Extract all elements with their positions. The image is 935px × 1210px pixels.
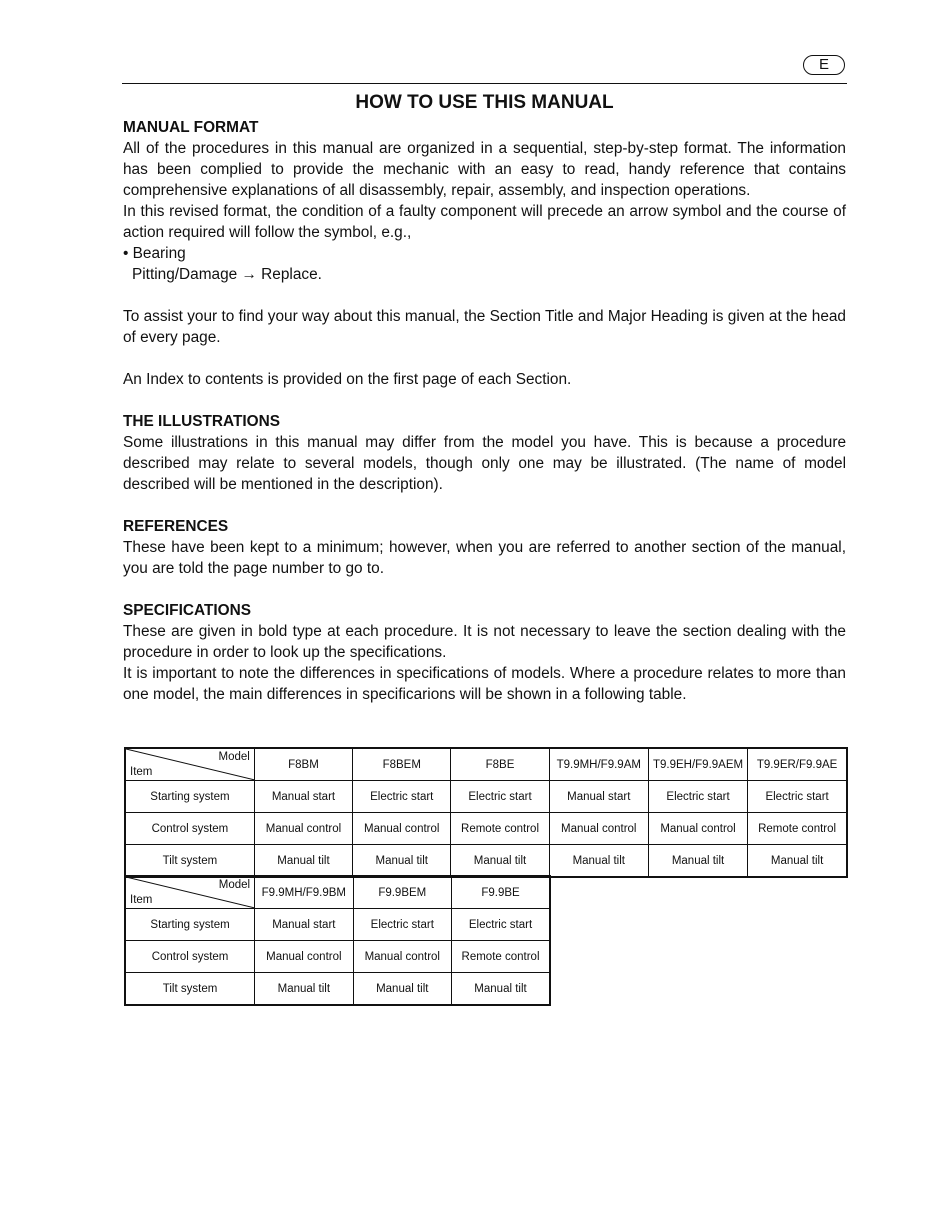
table-cell: Electric start [353, 909, 451, 941]
model-header: F9.9BEM [353, 876, 451, 909]
section-manual-format [123, 117, 846, 411]
paragraph: An Index to contents is provided on the first page of each Section. [123, 371, 572, 388]
spec-table-2 [124, 875, 551, 1006]
language-badge: E [803, 55, 845, 75]
paragraph: These have been kept to a minimum; however, when you are referred to another section of the manual, you are told the page number to go to. [123, 539, 846, 577]
table-cell: Manual control [255, 941, 353, 973]
table-row [125, 781, 847, 813]
paragraph: In this revised format, the condition of a faulty component will precede an arrow symbol and the course of action required will follow the symbol, e.g., [123, 203, 846, 241]
row-label: Starting system [125, 781, 254, 813]
section-heading: MANUAL FORMAT [123, 119, 259, 136]
table-cell: Manual tilt [254, 845, 352, 878]
table-cell: Manual tilt [452, 973, 550, 1006]
table-cell: Manual start [255, 909, 353, 941]
corner-model-label: Model [218, 879, 251, 891]
spec-table-1 [124, 747, 848, 878]
paragraph: Some illustrations in this manual may differ from the model you have. This is because a procedure described may relate to several models, though only one may be illustrated. (The name of model described will be mentioned in the description). [123, 434, 846, 493]
model-header: F8BM [254, 748, 352, 781]
row-label: Control system [125, 941, 255, 973]
table-cell: Manual tilt [451, 845, 549, 878]
model-header: F8BE [451, 748, 549, 781]
table-header-row [125, 748, 847, 781]
paragraph: These are given in bold type at each procedure. It is not necessary to leave the section dealing with the procedure in order to look up the specifications. [123, 623, 846, 661]
paragraph: All of the procedures in this manual are organized in a sequential, step-by-step format. The information has been complied to provide the mechanic with an easy to read, handy reference that contains comprehensive explanations of all disassembly, repair, assembly, and inspection operations. [123, 140, 846, 199]
table-cell: Electric start [748, 781, 847, 813]
corner-item-label: Item [130, 894, 153, 906]
section-heading: SPECIFICATIONS [123, 602, 251, 619]
table-row [125, 845, 847, 878]
header-rule [122, 83, 847, 84]
section-heading: REFERENCES [123, 518, 229, 535]
model-header: T9.9EH/F9.9AEM [648, 748, 747, 781]
model-header: F9.9BE [452, 876, 550, 909]
table-cell: Electric start [648, 781, 747, 813]
corner-item-label: Item [130, 766, 153, 778]
table-cell: Manual tilt [255, 973, 353, 1006]
corner-model-label: Model [218, 751, 250, 763]
model-header: T9.9MH/F9.9AM [549, 748, 648, 781]
section-specifications [123, 600, 846, 705]
table-cell: Manual tilt [353, 845, 451, 878]
model-header: F8BEM [353, 748, 451, 781]
table-row [125, 973, 550, 1006]
bullet-item: • Bearing [123, 245, 186, 262]
table-cell: Remote control [748, 813, 847, 845]
table-cell: Manual control [254, 813, 352, 845]
table-cell: Manual control [353, 813, 451, 845]
table-row [125, 941, 550, 973]
table-header-row [125, 876, 550, 909]
table-cell: Manual control [549, 813, 648, 845]
paragraph: It is important to note the differences in specifications of models. Where a procedure relates to more than one model, the main differences in specificarions will be shown in a following table. [123, 665, 846, 703]
table-cell: Manual control [648, 813, 747, 845]
table-cell: Manual tilt [353, 973, 451, 1006]
table-row [125, 909, 550, 941]
section-references [123, 516, 846, 600]
section-illustrations [123, 411, 846, 516]
model-header: T9.9ER/F9.9AE [748, 748, 847, 781]
table-cell: Electric start [353, 781, 451, 813]
row-label: Tilt system [125, 845, 254, 878]
page-title: HOW TO USE THIS MANUAL [355, 92, 614, 113]
table-cell: Manual tilt [549, 845, 648, 878]
table-cell: Electric start [452, 909, 550, 941]
paragraph: To assist your to find your way about this manual, the Section Title and Major Heading is given at the head of every page. [123, 308, 846, 346]
bullet-example: Pitting/Damage → Replace. [132, 266, 322, 283]
model-header: F9.9MH/F9.9BM [255, 876, 353, 909]
table-cell: Manual start [549, 781, 648, 813]
table-corner-cell [125, 876, 255, 909]
table-cell: Manual tilt [648, 845, 747, 878]
table-corner-cell [125, 748, 254, 781]
page-content [123, 90, 846, 705]
table-cell: Manual control [353, 941, 451, 973]
table-row [125, 813, 847, 845]
table-cell: Manual start [254, 781, 352, 813]
row-label: Starting system [125, 909, 255, 941]
table-cell: Electric start [451, 781, 549, 813]
table-cell: Manual tilt [748, 845, 847, 878]
row-label: Control system [125, 813, 254, 845]
section-heading: THE ILLUSTRATIONS [123, 413, 281, 430]
row-label: Tilt system [125, 973, 255, 1006]
table-cell: Remote control [452, 941, 550, 973]
table-cell: Remote control [451, 813, 549, 845]
